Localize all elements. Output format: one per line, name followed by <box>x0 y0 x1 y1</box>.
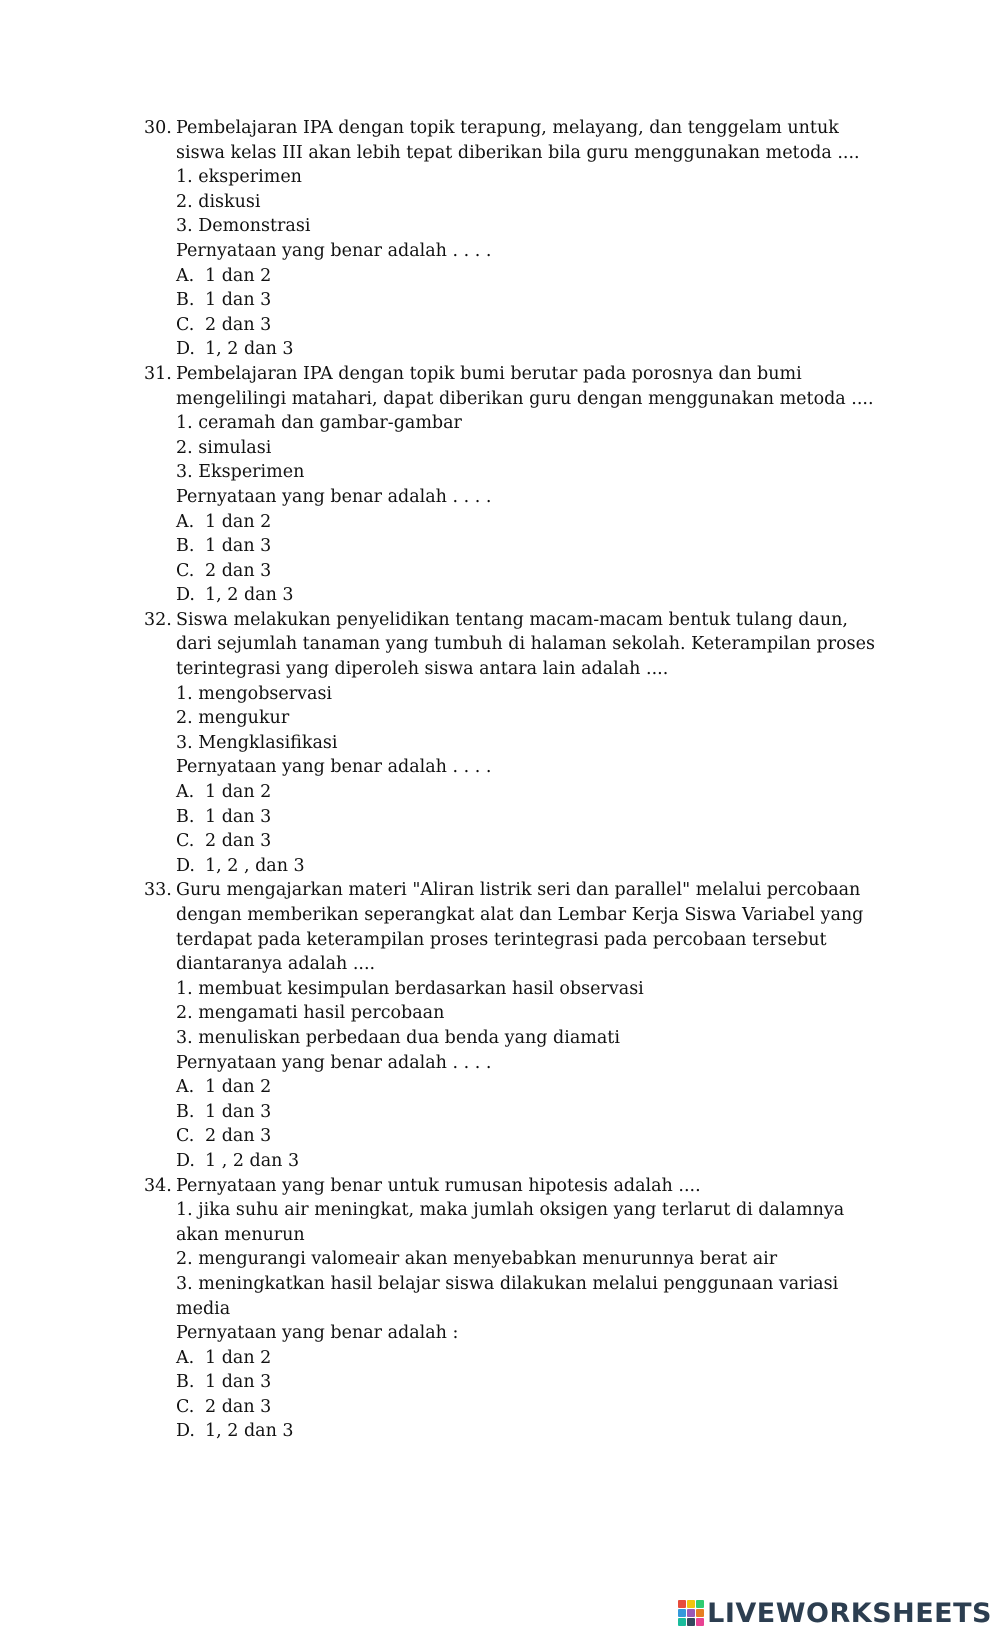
liveworksheets-logo-icon <box>678 1600 704 1626</box>
question-34 <box>144 1174 876 1445</box>
option-letter: C. <box>176 831 195 852</box>
answer-option-b[interactable] <box>176 1100 876 1125</box>
statement: 2. simulasi <box>176 437 272 458</box>
question-text: Pembelajaran IPA dengan topik bumi berutar pada porosnya dan bumi mengelilingi matahari, dapat diberikan guru dengan menggunakan metoda .... <box>176 363 874 409</box>
statement: 2. mengurangi valomeair akan menyebabkan menurunnya berat air <box>176 1249 778 1270</box>
question-text: Pernyataan yang benar untuk rumusan hipotesis adalah .... <box>176 1175 701 1196</box>
answer-option-b[interactable] <box>176 805 876 830</box>
answer-option-a[interactable] <box>176 780 876 805</box>
logo-grid-cell <box>687 1600 695 1608</box>
option-text: 1 , 2 dan 3 <box>205 1150 300 1171</box>
question-text: Guru mengajarkan materi "Aliran listrik seri dan parallel" melalui percobaan dengan memberikan seperangkat alat dan Lembar Kerja Siswa Variabel yang terdapat pada keterampilan proses terintegrasi pada percobaan tersebut diantaranya adalah .... <box>176 880 864 975</box>
statement: 1. membuat kesimpulan berdasarkan hasil observasi <box>176 978 644 999</box>
answer-option-a[interactable] <box>176 510 876 535</box>
statement: 1. eksperimen <box>176 167 302 188</box>
option-text: 1, 2 dan 3 <box>205 339 294 360</box>
question-32 <box>144 608 876 879</box>
logo-grid-cell <box>696 1609 704 1617</box>
option-letter: A. <box>176 1077 195 1098</box>
option-text: 1 dan 2 <box>205 1077 272 1098</box>
option-text: 1 dan 3 <box>205 1372 272 1393</box>
option-text: 1 dan 3 <box>205 290 272 311</box>
question-number: 31. <box>144 363 172 384</box>
option-letter: B. <box>176 536 195 557</box>
answer-option-b[interactable] <box>176 1370 876 1395</box>
option-text: 1 dan 2 <box>205 1347 272 1368</box>
option-text: 2 dan 3 <box>205 831 272 852</box>
option-letter: B. <box>176 290 195 311</box>
answer-option-d[interactable] <box>176 1149 876 1174</box>
question-prompt: Pernyataan yang benar adalah . . . . <box>176 486 492 507</box>
option-letter: C. <box>176 1126 195 1147</box>
answer-option-b[interactable] <box>176 534 876 559</box>
logo-text: LIVEWORKSHEETS <box>707 1597 992 1629</box>
option-letter: C. <box>176 314 195 335</box>
answer-option-c[interactable] <box>176 559 876 584</box>
logo-grid-cell <box>678 1600 686 1608</box>
option-letter: C. <box>176 560 195 581</box>
statement: 1. jika suhu air meningkat, maka jumlah oksigen yang terlarut di dalamnya akan menurun <box>176 1200 845 1245</box>
answer-option-b[interactable] <box>176 288 876 313</box>
question-number: 32. <box>144 609 172 630</box>
statement: 1. mengobservasi <box>176 683 333 704</box>
question-number: 30. <box>144 118 172 138</box>
statement: 1. ceramah dan gambar-gambar <box>176 413 462 434</box>
question-number: 33. <box>144 880 172 901</box>
logo-grid-cell <box>687 1609 695 1617</box>
question-prompt: Pernyataan yang benar adalah . . . . <box>176 1052 492 1073</box>
option-text: 1 dan 2 <box>205 265 272 286</box>
answer-option-c[interactable] <box>176 313 876 338</box>
option-letter: D. <box>176 855 195 876</box>
answer-option-c[interactable] <box>176 1124 876 1149</box>
question-prompt: Pernyataan yang benar adalah : <box>176 1323 459 1344</box>
option-letter: D. <box>176 1150 195 1171</box>
question-number: 34. <box>144 1175 172 1196</box>
option-text: 2 dan 3 <box>205 1126 272 1147</box>
option-letter: A. <box>176 1347 195 1368</box>
option-letter: B. <box>176 1372 195 1393</box>
option-letter: D. <box>176 339 195 360</box>
answer-option-a[interactable] <box>176 1346 876 1371</box>
option-letter: A. <box>176 511 195 532</box>
logo-grid-cell <box>696 1618 704 1626</box>
question-33 <box>144 878 876 1173</box>
option-letter: A. <box>176 265 195 286</box>
liveworksheets-logo[interactable] <box>678 1595 992 1631</box>
option-text: 1 dan 3 <box>205 1101 272 1122</box>
option-text: 1 dan 2 <box>205 511 272 532</box>
statement: 3. Mengklasifikasi <box>176 732 338 753</box>
answer-option-d[interactable] <box>176 583 876 608</box>
option-letter: C. <box>176 1396 195 1417</box>
logo-grid-cell <box>678 1609 686 1617</box>
option-letter: D. <box>176 585 195 606</box>
option-text: 1, 2 , dan 3 <box>205 855 305 876</box>
statement: 3. Eksperimen <box>176 462 305 483</box>
answer-option-a[interactable] <box>176 1075 876 1100</box>
option-text: 2 dan 3 <box>205 314 272 335</box>
option-letter: D. <box>176 1421 195 1442</box>
question-30 <box>144 116 876 362</box>
option-text: 1 dan 3 <box>205 536 272 557</box>
statement: 2. mengamati hasil percobaan <box>176 1003 445 1024</box>
answer-option-a[interactable] <box>176 264 876 289</box>
statement: 2. mengukur <box>176 708 290 729</box>
option-text: 1, 2 dan 3 <box>205 585 294 606</box>
answer-option-c[interactable] <box>176 829 876 854</box>
option-letter: A. <box>176 782 195 803</box>
option-text: 2 dan 3 <box>205 560 272 581</box>
question-text: Siswa melakukan penyelidikan tentang macam-macam bentuk tulang daun, dari sejumlah tanaman yang tumbuh di halaman sekolah. Keterampilan proses terintegrasi yang diperoleh siswa antara lain adalah .... <box>176 609 875 680</box>
option-text: 1 dan 3 <box>205 806 272 827</box>
answer-option-d[interactable] <box>176 1419 876 1444</box>
question-prompt: Pernyataan yang benar adalah . . . . <box>176 240 492 261</box>
option-text: 2 dan 3 <box>205 1396 272 1417</box>
answer-option-d[interactable] <box>176 337 876 362</box>
logo-grid-cell <box>678 1618 686 1626</box>
option-letter: B. <box>176 1101 195 1122</box>
option-letter: B. <box>176 806 195 827</box>
question-prompt: Pernyataan yang benar adalah . . . . <box>176 757 492 778</box>
statement: 3. Demonstrasi <box>176 216 311 237</box>
logo-grid-cell <box>696 1600 704 1608</box>
statement: 3. menuliskan perbedaan dua benda yang diamati <box>176 1027 620 1048</box>
option-text: 1 dan 2 <box>205 782 272 803</box>
statement: 2. diskusi <box>176 191 261 212</box>
question-text: Pembelajaran IPA dengan topik terapung, melayang, dan tenggelam untuk siswa kelas III akan lebih tepat diberikan bila guru menggunakan metoda .... <box>176 118 860 163</box>
statement: 3. meningkatkan hasil belajar siswa dilakukan melalui penggunaan variasi media <box>176 1273 839 1319</box>
logo-grid-cell <box>687 1618 695 1626</box>
answer-option-c[interactable] <box>176 1395 876 1420</box>
option-text: 1, 2 dan 3 <box>205 1421 294 1442</box>
answer-option-d[interactable] <box>176 854 876 879</box>
question-31 <box>144 362 876 608</box>
